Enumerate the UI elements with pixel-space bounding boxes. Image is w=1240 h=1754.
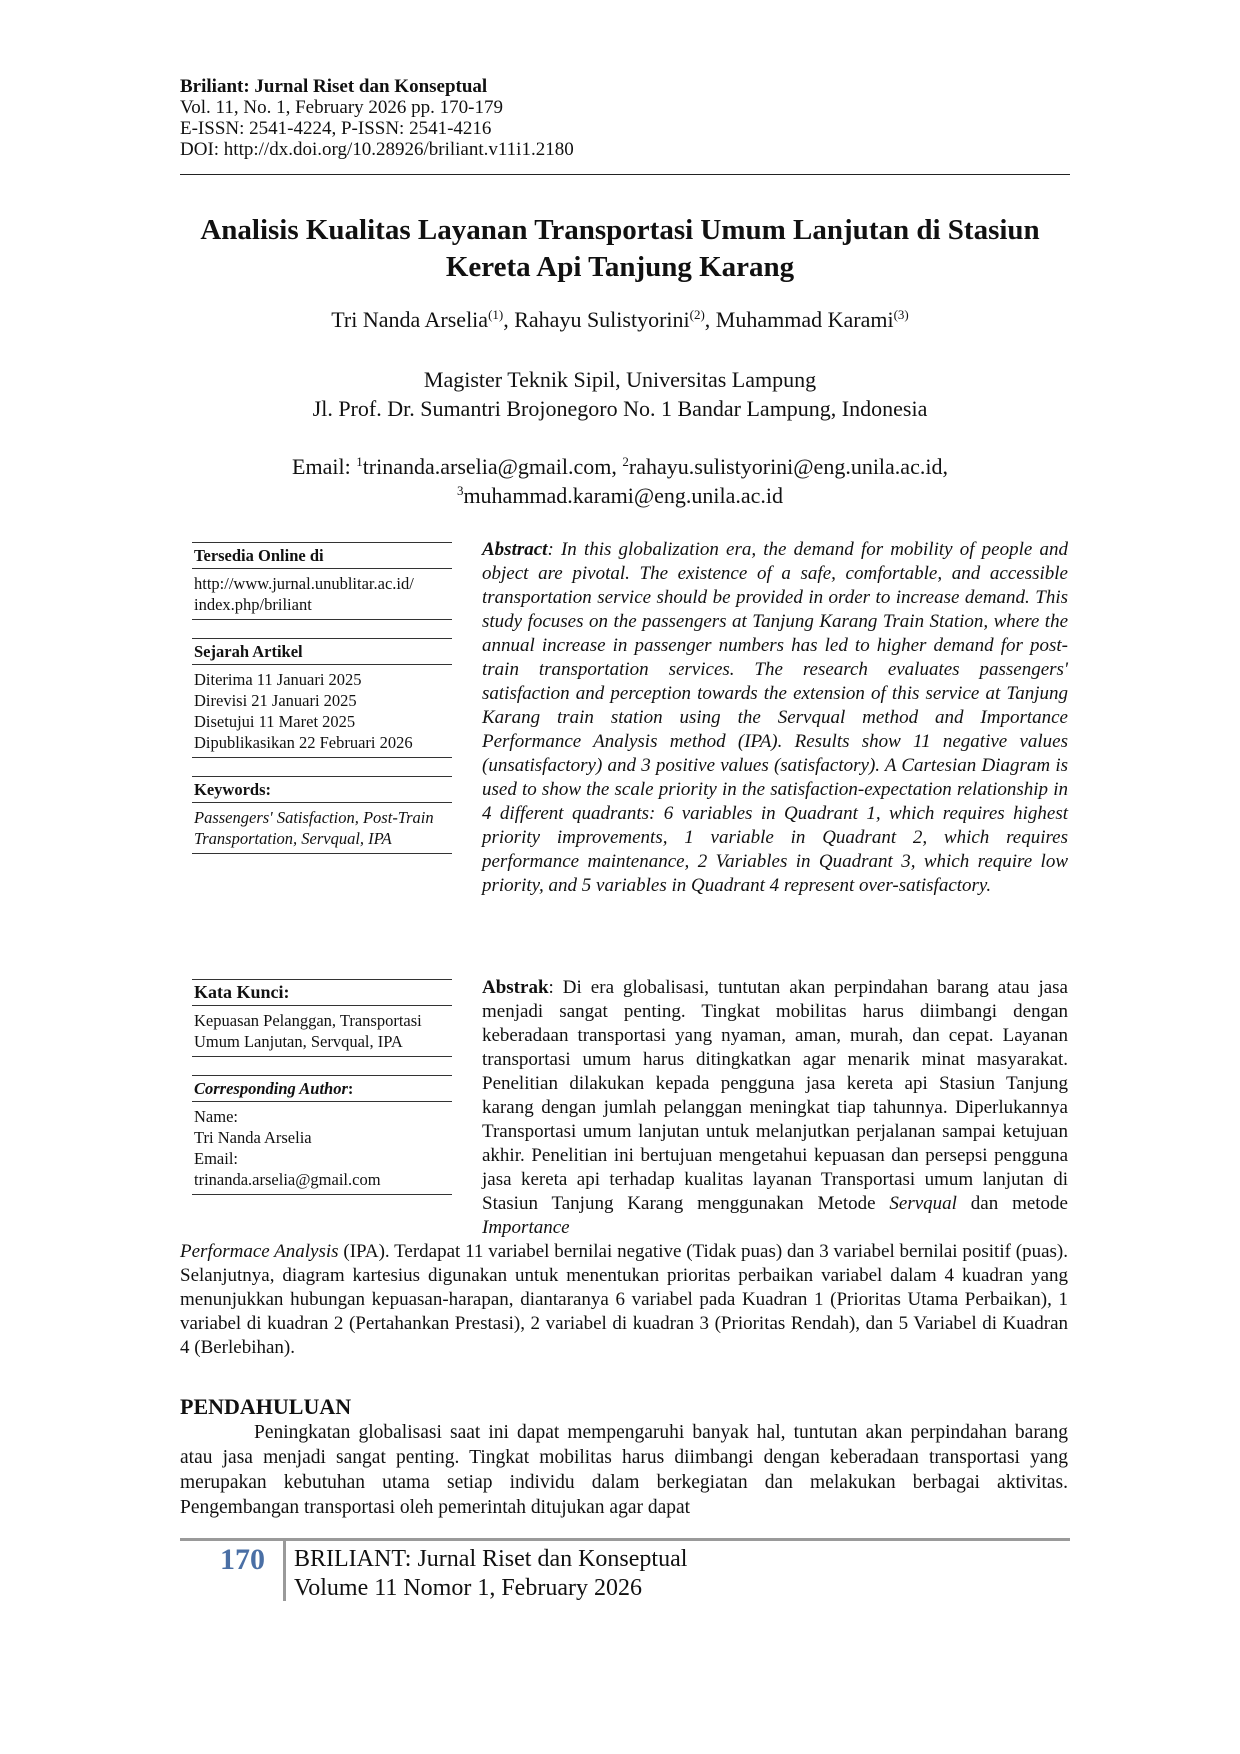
sidebar-spacer — [192, 758, 452, 776]
paper-title — [150, 212, 1090, 286]
keywords-heading: Keywords: — [192, 776, 452, 803]
affiliation — [150, 365, 1090, 423]
abstrak-ipa-part2: Performace Analysis — [180, 1241, 339, 1262]
author-2: Rahayu Sulistyorini — [514, 307, 690, 332]
abstrak-label: Abstrak — [482, 977, 549, 998]
corr-email[interactable]: trinanda.arselia@gmail.com — [194, 1170, 381, 1189]
date-accepted: Disetujui 11 Maret 2025 — [194, 712, 356, 731]
author-list: Tri Nanda Arselia$^{(1)}$, Rahayu Sulistyorini$^{(2)}$, Muhammad Karami$^{(3)}$ — [331, 307, 909, 332]
abstract-english — [482, 538, 1068, 898]
corr-name-label: Name: — [194, 1107, 238, 1126]
email-3[interactable]: muhammad.karami@eng.unila.ac.id — [463, 483, 784, 508]
journal-doi: DOI: http://dx.doi.org/10.28926/briliant.v11i1.2180 — [180, 139, 574, 160]
introduction-paragraph: Peningkatan globalisasi saat ini dapat mempengaruhi banyak hal, tuntutan akan perpindahan barang atau jasa menjadi sangat penting. Tingkat mobilitas harus diimbangi dengan keberadaan transportasi yang merupakan kebutuhan utama setiap individu dalam berkegiatan dan melakukan berbagai aktivitas. Pengembangan transportasi oleh pemerintah ditujukan agar dapat — [180, 1422, 1068, 1518]
author-1: Tri Nanda Arselia — [331, 307, 489, 332]
email-line-2 — [150, 481, 1090, 510]
journal-name: Briliant: Jurnal Riset dan Konseptual — [180, 76, 488, 97]
footer-divider — [180, 1538, 1070, 1541]
title-line-2: Kereta Api Tanjung Karang — [445, 251, 795, 283]
keywords-list: Passengers' Satisfaction, Post-Train Transportation, Servqual, IPA — [192, 803, 452, 854]
email-3-mark: 3 — [456, 483, 464, 498]
kata-kunci-sidebar — [192, 979, 452, 1195]
section-heading-introduction: PENDAHULUAN — [180, 1394, 352, 1419]
email-2-mark: 2 — [622, 454, 629, 469]
kata-kunci-list: Kepuasan Pelanggan, Transportasi Umum Lanjutan, Servqual, IPA — [192, 1006, 452, 1057]
abstrak-servqual: Servqual — [889, 1193, 957, 1214]
email-1[interactable]: trinanda.arselia@gmail.com, — [362, 454, 623, 479]
author-1-affil-mark: (1) — [488, 307, 504, 322]
footer-separator — [283, 1541, 286, 1601]
history-heading: Sejarah Artikel — [192, 638, 452, 665]
journal-issn: E-ISSN: 2541-4224, P-ISSN: 2541-4216 — [180, 118, 492, 139]
abstract-text: : In this globalization era, the demand for mobility of people and object are pivotal. The existence of a safe, comfortable, and accessible transportation service should be provided in order to increase demand. This study focuses on the passengers at Tanjung Karang Train Station, where the annual increase in passenger numbers has led to higher demand for post-train transportation services. The research evaluates passengers' satisfaction and perception towards the extension of this service at Tanjung Karang train station using the Servqual method and Importance Performance Analysis method (IPA). Results show 11 negative values (unsatisfactory) and 3 positive values (satisfactory). A Cartesian Diagram is used to show the scale priority in the satisfaction-expectation relationship in 4 different quadrants: 6 variables in Quadrant 1, which requires highest priority improvements, 1 variable in Quadrant 2, which requires performance maintenance, 2 Variables in Quadrant 3, which require low priority, and 5 variables in Quadrant 4 represent over-satisfactory. — [482, 539, 1068, 896]
corresponding-heading — [192, 1075, 452, 1102]
footer-journal-info — [294, 1545, 687, 1603]
author-emails — [150, 452, 1090, 510]
abstract-indonesian-continued — [180, 1240, 1068, 1360]
sidebar-spacer — [192, 1057, 452, 1075]
online-heading: Tersedia Online di — [192, 542, 452, 569]
affiliation-line-2: Jl. Prof. Dr. Sumantri Brojonegoro No. 1 Bandar Lampung, Indonesia — [312, 396, 928, 421]
footer-journal-name: BRILIANT: Jurnal Riset dan Konseptual — [294, 1546, 688, 1572]
email-1-mark: 1 — [356, 454, 363, 469]
abstrak-mid: dan metode — [956, 1193, 1068, 1214]
footer-volume: Volume 11 Nomor 1, February 2026 — [294, 1575, 642, 1601]
corresponding-colon: : — [347, 1079, 354, 1098]
affiliation-line-1: Magister Teknik Sipil, Universitas Lampung — [423, 367, 817, 392]
sidebar-spacer — [192, 620, 452, 638]
email-2[interactable]: rahayu.sulistyorini@eng.unila.ac.id, — [628, 454, 948, 479]
date-received: Diterima 11 Januari 2025 — [194, 670, 362, 689]
corresponding-details — [192, 1102, 452, 1195]
kata-kunci-heading: Kata Kunci: — [192, 979, 452, 1006]
author-2-affil-mark: (2) — [689, 307, 705, 322]
online-url-line-1[interactable]: http://www.jurnal.unublitar.ac.id/ — [194, 574, 414, 593]
email-line-1 — [150, 452, 1090, 481]
online-url-line-2[interactable]: index.php/briliant — [194, 595, 312, 614]
page-number: 170 — [220, 1543, 265, 1576]
email-label: Email: — [292, 454, 357, 479]
corr-email-label: Email: — [194, 1149, 238, 1168]
history-dates — [192, 665, 452, 758]
online-url[interactable] — [192, 569, 452, 620]
header-divider — [180, 174, 1070, 175]
date-revised: Direvisi 21 Januari 2025 — [194, 691, 357, 710]
title-line-1: Analisis Kualitas Layanan Transportasi Umum Lanjutan di Stasiun — [200, 214, 1040, 246]
article-info-sidebar — [192, 542, 452, 854]
author-3: Muhammad Karami — [715, 307, 894, 332]
abstrak-text: : Di era globalisasi, tuntutan akan perpindahan barang atau jasa menjadi sangat penting. Tingkat mobilitas harus diimbangi dengan keberadaan transportasi yang nyaman, aman, murah, dan cepat. Layanan transportasi umum harus ditingkatkan agar menarik minat masyarakat. Penelitian dilakukan kepada pengguna jasa kereta api Stasiun Tanjung karang dengan jumlah pelanggan meningkat tiap tahunnya. Diperlukannya Transportasi umum lanjutan untuk melanjutkan perjalanan sampai ketujuan akhir. Penelitian ini bertujuan mengetahui kepuasan dan persepsi pengguna jasa kereta api terhadap kualitas layanan Transportasi umum lanjutan di Stasiun Tanjung Karang menggunakan Metode — [482, 977, 1068, 1214]
corresponding-label: Corresponding Author — [194, 1079, 348, 1098]
author-3-affil-mark: (3) — [893, 307, 909, 322]
journal-header — [180, 76, 1070, 160]
abstract-indonesian — [482, 976, 1068, 1240]
abstrak-ipa-part1: Importance — [482, 1217, 570, 1238]
date-published: Dipublikasikan 22 Februari 2026 — [194, 733, 413, 752]
abstrak-rest: (IPA). Terdapat 11 variabel bernilai negative (Tidak puas) dan 3 variabel bernilai positif (puas). Selanjutnya, diagram kartesius digunakan untuk menentukan prioritas perbaikan variabel dalam 4 kuadran yang menunjukkan hubungan kepuasan-harapan, diantaranya 6 variabel pada Kuadran 1 (Prioritas Utama Perbaikan), 1 variabel di kuadran 2 (Pertahankan Prestasi), 2 variabel di kuadran 3 (Prioritas Rendah), dan 5 Variabel di Kuadran 4 (Berlebihan). — [180, 1241, 1068, 1358]
abstract-label: Abstract — [482, 539, 548, 560]
corr-name: Tri Nanda Arselia — [194, 1128, 312, 1147]
journal-volume: Vol. 11, No. 1, February 2026 pp. 170-179 — [180, 97, 503, 118]
